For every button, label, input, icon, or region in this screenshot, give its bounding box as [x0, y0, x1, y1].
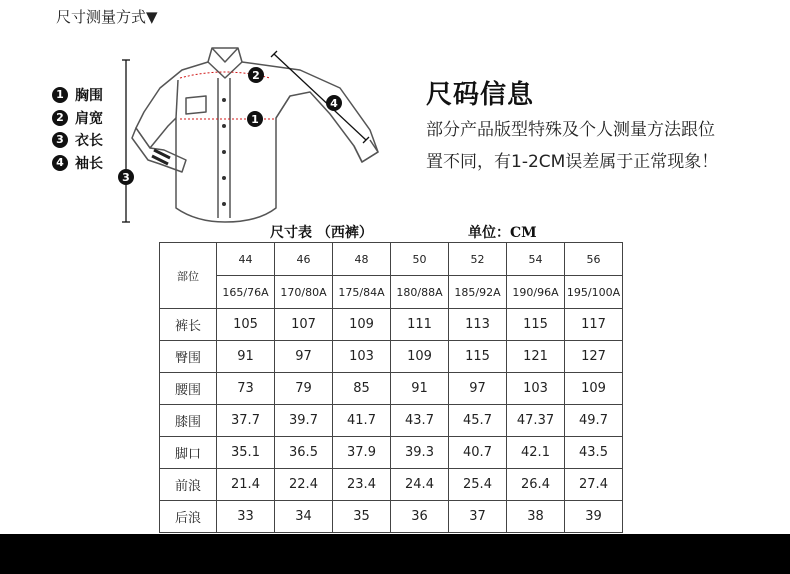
table-row: [160, 373, 623, 405]
table-cell: 109: [391, 341, 449, 373]
table-cell: 22.4: [275, 469, 333, 501]
table-cell: 24.4: [391, 469, 449, 501]
table-cell: 40.7: [449, 437, 507, 469]
table-cell: 121: [507, 341, 565, 373]
table-cell: 27.4: [565, 469, 623, 501]
table-cell: 107: [275, 309, 333, 341]
table-cell: 109: [565, 373, 623, 405]
legend-number: 3: [52, 132, 68, 148]
model-cell: 175/84A: [333, 276, 391, 309]
table-cell: 37.9: [333, 437, 391, 469]
model-row: [160, 276, 623, 309]
model-cell: 180/88A: [391, 276, 449, 309]
legend-number: 1: [52, 87, 68, 103]
table-cell: 23.4: [333, 469, 391, 501]
model-cell: 165/76A: [217, 276, 275, 309]
size-info-line: 置不同，有1-2CM误差属于正常现象！: [426, 152, 719, 172]
table-cell: 97: [449, 373, 507, 405]
row-label: 腰围: [160, 373, 217, 405]
table-row: [160, 437, 623, 469]
table-cell: 34: [275, 501, 333, 533]
size-info-line: 部分产品版型特殊及个人测量方法跟位: [426, 120, 715, 140]
svg-text:2: 2: [252, 69, 260, 82]
table-cell: 91: [391, 373, 449, 405]
size-cell: 56: [565, 243, 623, 276]
table-cell: 39: [565, 501, 623, 533]
model-cell: 195/100A: [565, 276, 623, 309]
table-cell: 79: [275, 373, 333, 405]
size-cell: 44: [217, 243, 275, 276]
svg-text:1: 1: [251, 113, 259, 126]
part-header: 部位: [160, 243, 217, 309]
size-table: [159, 242, 623, 533]
table-cell: 111: [391, 309, 449, 341]
table-cell: 103: [333, 341, 391, 373]
table-row: [160, 501, 623, 533]
table-cell: 42.1: [507, 437, 565, 469]
legend-label: 袖长: [75, 155, 103, 172]
table-row: [160, 469, 623, 501]
table-cell: 49.7: [565, 405, 623, 437]
table-cell: 25.4: [449, 469, 507, 501]
size-table-caption: 尺寸表 （西裤）: [270, 225, 373, 241]
table-cell: 37: [449, 501, 507, 533]
legend-item-sleeve: [52, 152, 103, 175]
row-label: 膝围: [160, 405, 217, 437]
table-cell: 33: [217, 501, 275, 533]
table-cell: 47.37: [507, 405, 565, 437]
size-table-unit: 单位：CM: [468, 225, 537, 241]
table-cell: 39.3: [391, 437, 449, 469]
table-cell: 39.7: [275, 405, 333, 437]
table-cell: 43.7: [391, 405, 449, 437]
table-cell: 97: [275, 341, 333, 373]
table-cell: 43.5: [565, 437, 623, 469]
table-cell: 41.7: [333, 405, 391, 437]
row-label: 脚口: [160, 437, 217, 469]
table-cell: 115: [507, 309, 565, 341]
legend-label: 胸围: [75, 88, 103, 105]
table-cell: 91: [217, 341, 275, 373]
size-cell: 46: [275, 243, 333, 276]
table-cell: 115: [449, 341, 507, 373]
legend-number: 2: [52, 110, 68, 126]
row-label: 裤长: [160, 309, 217, 341]
legend-item-shoulder: [52, 107, 103, 130]
table-cell: 35.1: [217, 437, 275, 469]
row-label: 臀围: [160, 341, 217, 373]
table-cell: 36: [391, 501, 449, 533]
legend-label: 衣长: [75, 133, 103, 150]
table-cell: 38: [507, 501, 565, 533]
legend-number: 4: [52, 155, 68, 171]
row-label: 后浪: [160, 501, 217, 533]
table-cell: 45.7: [449, 405, 507, 437]
table-cell: 113: [449, 309, 507, 341]
size-cell: 52: [449, 243, 507, 276]
table-cell: 26.4: [507, 469, 565, 501]
size-cell: 48: [333, 243, 391, 276]
table-cell: 103: [507, 373, 565, 405]
size-row: [160, 243, 623, 276]
model-cell: 185/92A: [449, 276, 507, 309]
size-info-text: [426, 114, 756, 178]
table-cell: 36.5: [275, 437, 333, 469]
table-cell: 127: [565, 341, 623, 373]
legend-label: 肩宽: [75, 110, 103, 127]
measure-method-header: 尺寸测量方式▼: [56, 8, 158, 26]
size-cell: 50: [391, 243, 449, 276]
table-cell: 85: [333, 373, 391, 405]
table-cell: 73: [217, 373, 275, 405]
legend-item-length: [52, 129, 103, 152]
table-cell: 35: [333, 501, 391, 533]
table-row: [160, 309, 623, 341]
legend-item-chest: [52, 84, 103, 107]
table-row: [160, 341, 623, 373]
model-cell: 190/96A: [507, 276, 565, 309]
svg-text:4: 4: [330, 97, 338, 110]
row-label: 前浪: [160, 469, 217, 501]
size-info-title: 尺码信息: [426, 80, 535, 110]
table-row: [160, 405, 623, 437]
svg-text:3: 3: [122, 171, 130, 184]
table-cell: 109: [333, 309, 391, 341]
table-cell: 117: [565, 309, 623, 341]
size-cell: 54: [507, 243, 565, 276]
bottom-bar: [0, 534, 790, 574]
table-cell: 37.7: [217, 405, 275, 437]
table-cell: 105: [217, 309, 275, 341]
table-cell: 21.4: [217, 469, 275, 501]
model-cell: 170/80A: [275, 276, 333, 309]
measure-legend: [52, 84, 103, 174]
